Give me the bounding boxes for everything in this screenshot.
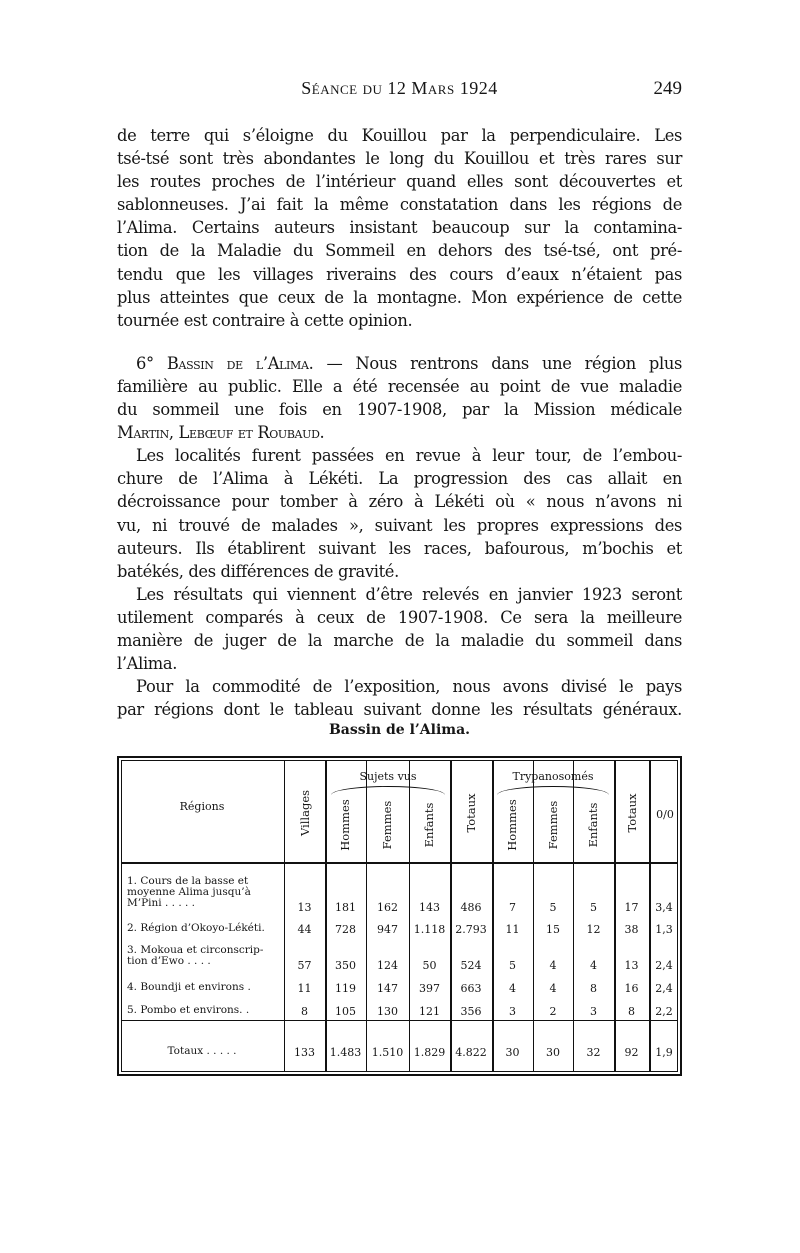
text-line: tion de la Maladie du Sommeil en dehors des tsé-tsé, ont pré- xyxy=(117,241,682,261)
cell-percent: 2,4 xyxy=(655,982,673,995)
text-line: familière au public. Elle a été recensée au point de vue maladie xyxy=(117,376,682,396)
region-line: 1. Cours de la basse et xyxy=(127,875,249,887)
text-line: Pour la commodité de l’exposition, nous avons divisé le pays xyxy=(136,677,682,697)
text-line: tournée est contraire à cette opinion. xyxy=(117,310,413,330)
cell-sv-enfants: 1.118 xyxy=(413,923,446,936)
running-head-title: Séance du 12 Mars 1924 xyxy=(301,78,498,98)
column-rule xyxy=(450,760,452,1072)
text-line: sablonneuses. J’ai fait la même constatation dans les régions de xyxy=(117,195,682,215)
column-rule xyxy=(325,760,327,1072)
header-regions: Régions xyxy=(179,800,225,813)
text-line: batékés, des différences de gravité. xyxy=(117,561,399,581)
total-tr-femmes: 30 xyxy=(546,1046,560,1059)
text-line: auteurs. Ils établirent suivant les races, bafourous, m’bochis et xyxy=(117,538,682,558)
cell-sv-femmes: 147 xyxy=(377,982,398,995)
text-line: tendu que les villages riverains des cours d’eaux n’étaient pas xyxy=(117,264,682,284)
header-villages: Villages xyxy=(298,789,312,837)
total-villages: 133 xyxy=(294,1046,315,1059)
cell-sv-hommes: 119 xyxy=(335,982,356,995)
text-line: l’Alima. xyxy=(117,654,178,674)
cell-tr-femmes: 4 xyxy=(549,982,557,995)
column-rule xyxy=(573,760,574,1072)
cell-tr-hommes: 4 xyxy=(509,982,516,995)
region-line: 3. Mokoua et circonscrip- xyxy=(127,944,264,956)
cell-sv-hommes: 181 xyxy=(335,901,356,914)
text-line: plus atteintes que ceux de la montagne. Mon expérience de cette xyxy=(117,287,682,307)
total-tr-enfants: 32 xyxy=(586,1046,601,1059)
cell-villages: 11 xyxy=(297,982,312,995)
cell-tr-hommes: 11 xyxy=(505,923,520,936)
text-line: décroissance pour tomber à zéro à Lékéti où « nous n’avons ni xyxy=(117,492,682,512)
header-rule xyxy=(121,862,678,864)
region-line: tion d’Ewo . . . . xyxy=(127,955,211,967)
text-line: l’Alima. Certains auteurs insistant beaucoup sur la contamina- xyxy=(117,218,682,238)
header-sv-hommes: Hommes xyxy=(338,799,352,851)
authors-line: Martin, Lebœuf et Roubaud. xyxy=(117,423,325,443)
cell-sv-femmes: 124 xyxy=(377,959,398,972)
text-line: chure de l’Alima à Lékéti. La progression des cas allait en xyxy=(117,469,682,489)
running-head xyxy=(117,78,682,102)
header-group-trypanosomes: Trypanosomés xyxy=(512,770,594,783)
cell-sv-femmes: 947 xyxy=(377,923,398,936)
region-line: moyenne Alima jusqu’à xyxy=(127,886,251,898)
cell-tr-totaux: 13 xyxy=(624,959,639,972)
cell-sv-totaux: 2.793 xyxy=(455,923,487,936)
column-rule xyxy=(366,760,367,1072)
results-table xyxy=(117,756,682,1076)
section-number: 6° xyxy=(136,353,154,373)
section-heading-line xyxy=(117,352,682,375)
total-sv-totaux: 4.822 xyxy=(455,1046,487,1059)
header-percent: 0/0 xyxy=(656,808,674,821)
header-sv-femmes: Femmes xyxy=(380,800,394,850)
section-title: Bassin de l’Alima. xyxy=(166,353,314,373)
total-rule xyxy=(121,1020,678,1021)
cell-tr-enfants: 8 xyxy=(590,982,597,995)
header-tr-hommes: Hommes xyxy=(505,799,519,851)
cell-sv-femmes: 130 xyxy=(377,1005,398,1018)
cell-tr-hommes: 7 xyxy=(509,901,516,914)
cell-sv-totaux: 524 xyxy=(460,959,482,972)
cell-tr-femmes: 5 xyxy=(549,901,557,914)
cell-tr-hommes: 5 xyxy=(509,959,516,972)
header-sv-enfants: Enfants xyxy=(422,802,436,848)
section-line-text: — Nous rentrons dans une région plus xyxy=(326,353,683,373)
total-sv-enfants: 1.829 xyxy=(413,1046,446,1059)
text-line: manière de juger de la marche de la maladie du sommeil dans xyxy=(117,630,682,650)
cell-percent: 3,4 xyxy=(655,901,673,914)
cell-sv-totaux: 663 xyxy=(460,982,482,995)
table-row-label xyxy=(127,923,287,934)
text-line: utilement comparés à ceux de 1907-1908. Ce sera la meilleure xyxy=(117,607,682,627)
header-tr-totaux: Totaux xyxy=(625,793,639,833)
cell-sv-totaux: 486 xyxy=(460,901,482,914)
cell-tr-enfants: 12 xyxy=(586,923,601,936)
table-row-label xyxy=(127,945,287,967)
paragraph-gap xyxy=(117,332,682,352)
cell-sv-totaux: 356 xyxy=(460,1005,482,1018)
column-rule xyxy=(409,760,410,1072)
text-line: par régions dont le tableau suivant donne les résultats généraux. xyxy=(117,700,682,720)
body-text xyxy=(117,124,682,721)
cell-villages: 57 xyxy=(297,959,312,972)
text-line: du sommeil une fois en 1907-1908, par la Mission médicale xyxy=(117,400,682,420)
cell-villages: 13 xyxy=(297,901,312,914)
page-number: 249 xyxy=(653,78,682,99)
total-sv-hommes: 1.483 xyxy=(329,1046,362,1059)
cell-tr-enfants: 4 xyxy=(590,959,597,972)
cell-percent: 1,3 xyxy=(655,923,673,936)
cell-tr-femmes: 15 xyxy=(546,923,560,936)
cell-tr-femmes: 4 xyxy=(549,959,557,972)
column-rule xyxy=(284,760,285,1072)
cell-sv-hommes: 728 xyxy=(335,923,356,936)
region-line: 4. Boundji et environs . xyxy=(127,981,251,993)
cell-percent: 2,2 xyxy=(655,1005,673,1018)
column-rule xyxy=(649,760,651,1072)
text-line: tsé-tsé sont très abondantes le long du Kouillou et très rares sur xyxy=(117,149,682,169)
header-tr-femmes: Femmes xyxy=(546,800,560,850)
cell-sv-enfants: 143 xyxy=(419,901,440,914)
cell-tr-totaux: 16 xyxy=(624,982,639,995)
header-tr-enfants: Enfants xyxy=(586,802,600,848)
table-caption: Bassin de l’Alima. xyxy=(328,722,471,738)
column-rule xyxy=(614,760,616,1072)
cell-tr-femmes: 2 xyxy=(549,1005,557,1018)
cell-sv-hommes: 105 xyxy=(335,1005,356,1018)
cell-tr-hommes: 3 xyxy=(509,1005,516,1018)
text-line: Les localités furent passées en revue à leur tour, de l’embou- xyxy=(136,446,682,466)
column-rule xyxy=(492,760,494,1072)
region-line: 5. Pombo et environs. . xyxy=(127,1004,250,1016)
cell-tr-totaux: 17 xyxy=(624,901,639,914)
cell-tr-enfants: 5 xyxy=(590,901,597,914)
total-label: Totaux . . . . . xyxy=(167,1045,237,1057)
column-rule xyxy=(533,760,534,1072)
text-line: les routes proches de l’intérieur quand elles sont découvertes et xyxy=(117,172,682,192)
table-row-label xyxy=(127,1005,287,1016)
cell-tr-totaux: 8 xyxy=(628,1005,635,1018)
table-row-label xyxy=(127,876,287,909)
text-line: de terre qui s’éloigne du Kouillou par la perpendiculaire. Les xyxy=(117,126,682,145)
header-group-sujets-vus: Sujets vus xyxy=(359,770,417,783)
cell-sv-hommes: 350 xyxy=(335,959,356,972)
cell-tr-enfants: 3 xyxy=(590,1005,597,1018)
region-line: 2. Région d’Okoyo-Lékéti. xyxy=(127,922,265,934)
header-sv-totaux: Totaux xyxy=(464,793,478,833)
region-line: M’Pini . . . . . xyxy=(127,897,196,909)
total-sv-femmes: 1.510 xyxy=(371,1046,404,1059)
total-tr-totaux: 92 xyxy=(624,1046,639,1059)
cell-sv-femmes: 162 xyxy=(377,901,398,914)
total-tr-hommes: 30 xyxy=(505,1046,520,1059)
table-row-label xyxy=(127,982,287,993)
cell-villages: 8 xyxy=(301,1005,308,1018)
cell-villages: 44 xyxy=(297,923,312,936)
cell-percent: 2,4 xyxy=(655,959,673,972)
text-line: Les résultats qui viennent d’être relevés en janvier 1923 seront xyxy=(136,584,682,604)
cell-tr-totaux: 38 xyxy=(624,923,639,936)
cell-sv-enfants: 121 xyxy=(419,1005,440,1018)
text-line: vu, ni trouvé de malades », suivant les propres expressions des xyxy=(117,515,682,535)
cell-sv-enfants: 50 xyxy=(422,959,437,972)
cell-sv-enfants: 397 xyxy=(419,982,440,995)
total-percent: 1,9 xyxy=(655,1046,673,1059)
